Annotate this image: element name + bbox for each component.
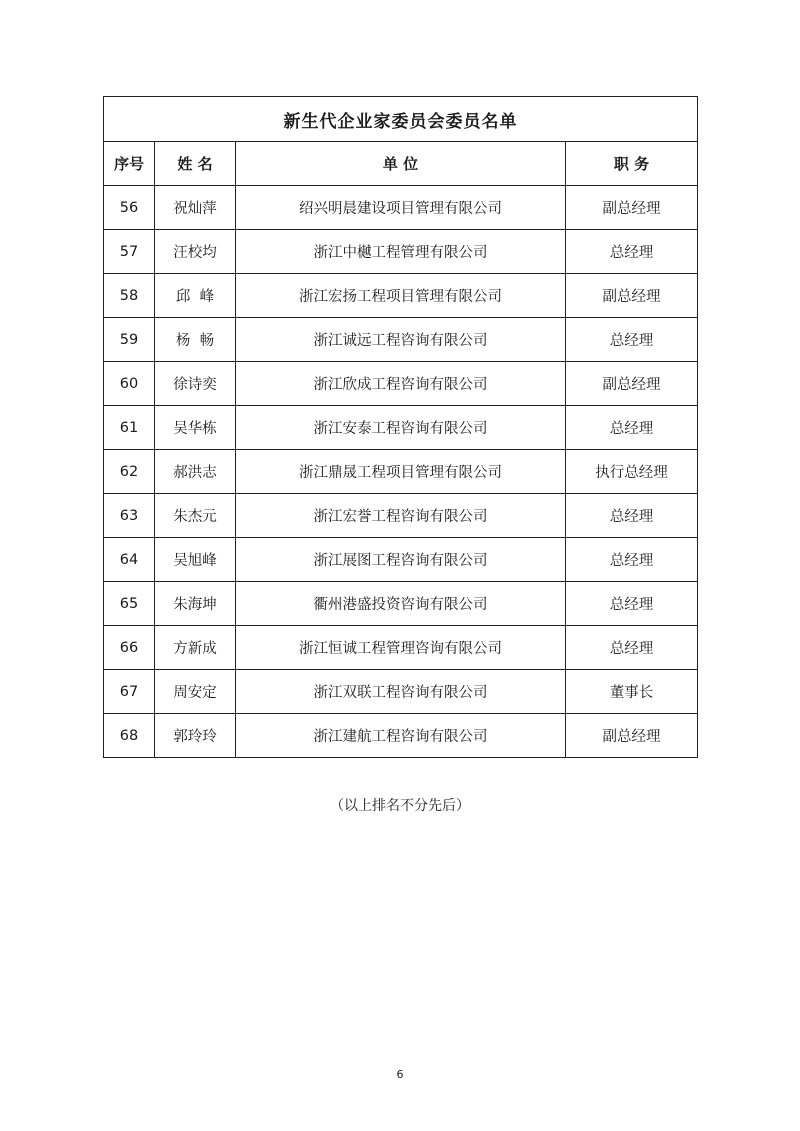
- cell-name: 朱杰元: [155, 494, 236, 538]
- cell-position: 副总经理: [566, 714, 698, 758]
- cell-name: 郝洪志: [155, 450, 236, 494]
- cell-name: 邱 峰: [155, 274, 236, 318]
- table-row: [104, 362, 698, 406]
- cell-position: 董事长: [566, 670, 698, 714]
- cell-index: 61: [104, 406, 155, 450]
- cell-name: 徐诗奕: [155, 362, 236, 406]
- table-row: [104, 494, 698, 538]
- cell-position: 总经理: [566, 538, 698, 582]
- cell-index: 62: [104, 450, 155, 494]
- cell-index: 57: [104, 230, 155, 274]
- cell-position: 副总经理: [566, 362, 698, 406]
- footnote: （以上排名不分先后）: [330, 798, 470, 814]
- cell-name: 杨 畅: [155, 318, 236, 362]
- cell-unit: 浙江宏誉工程咨询有限公司: [236, 494, 566, 538]
- header-index: 序号: [104, 142, 155, 186]
- cell-name: 吴华栋: [155, 406, 236, 450]
- cell-index: 67: [104, 670, 155, 714]
- table-row: [104, 670, 698, 714]
- cell-unit: 浙江宏扬工程项目管理有限公司: [236, 274, 566, 318]
- cell-unit: 衢州港盛投资咨询有限公司: [236, 582, 566, 626]
- cell-index: 64: [104, 538, 155, 582]
- cell-name: 汪校均: [155, 230, 236, 274]
- cell-unit: 浙江鼎晟工程项目管理有限公司: [236, 450, 566, 494]
- cell-index: 65: [104, 582, 155, 626]
- member-table: [103, 96, 698, 758]
- table-row: [104, 274, 698, 318]
- cell-index: 68: [104, 714, 155, 758]
- header-row: [104, 142, 698, 186]
- cell-unit: 浙江恒诚工程管理咨询有限公司: [236, 626, 566, 670]
- table-row: [104, 186, 698, 230]
- cell-index: 66: [104, 626, 155, 670]
- cell-name: 祝灿萍: [155, 186, 236, 230]
- cell-position: 总经理: [566, 230, 698, 274]
- cell-position: 副总经理: [566, 274, 698, 318]
- cell-index: 56: [104, 186, 155, 230]
- cell-unit: 绍兴明晨建设项目管理有限公司: [236, 186, 566, 230]
- cell-position: 副总经理: [566, 186, 698, 230]
- header-position: 职 务: [566, 142, 698, 186]
- cell-position: 总经理: [566, 626, 698, 670]
- table-row: [104, 230, 698, 274]
- cell-unit: 浙江欣成工程咨询有限公司: [236, 362, 566, 406]
- table-body: [104, 186, 698, 758]
- page-number: 6: [396, 1068, 404, 1081]
- cell-unit: 浙江诚远工程咨询有限公司: [236, 318, 566, 362]
- cell-unit: 浙江展图工程咨询有限公司: [236, 538, 566, 582]
- table-row: [104, 582, 698, 626]
- cell-unit: 浙江中樾工程管理有限公司: [236, 230, 566, 274]
- cell-index: 63: [104, 494, 155, 538]
- cell-position: 总经理: [566, 582, 698, 626]
- cell-unit: 浙江建航工程咨询有限公司: [236, 714, 566, 758]
- table-row: [104, 714, 698, 758]
- cell-unit: 浙江双联工程咨询有限公司: [236, 670, 566, 714]
- header-name: 姓 名: [155, 142, 236, 186]
- cell-position: 总经理: [566, 494, 698, 538]
- cell-index: 59: [104, 318, 155, 362]
- cell-position: 总经理: [566, 318, 698, 362]
- table-row: [104, 318, 698, 362]
- cell-name: 周安定: [155, 670, 236, 714]
- header-unit: 单 位: [236, 142, 566, 186]
- cell-name: 郭玲玲: [155, 714, 236, 758]
- table-row: [104, 450, 698, 494]
- cell-index: 60: [104, 362, 155, 406]
- cell-name: 方新成: [155, 626, 236, 670]
- cell-index: 58: [104, 274, 155, 318]
- table-row: [104, 406, 698, 450]
- cell-position: 总经理: [566, 406, 698, 450]
- cell-unit: 浙江安泰工程咨询有限公司: [236, 406, 566, 450]
- cell-name: 朱海坤: [155, 582, 236, 626]
- table-row: [104, 538, 698, 582]
- table-row: [104, 626, 698, 670]
- table-title: 新生代企业家委员会委员名单: [104, 97, 698, 142]
- cell-position: 执行总经理: [566, 450, 698, 494]
- cell-name: 吴旭峰: [155, 538, 236, 582]
